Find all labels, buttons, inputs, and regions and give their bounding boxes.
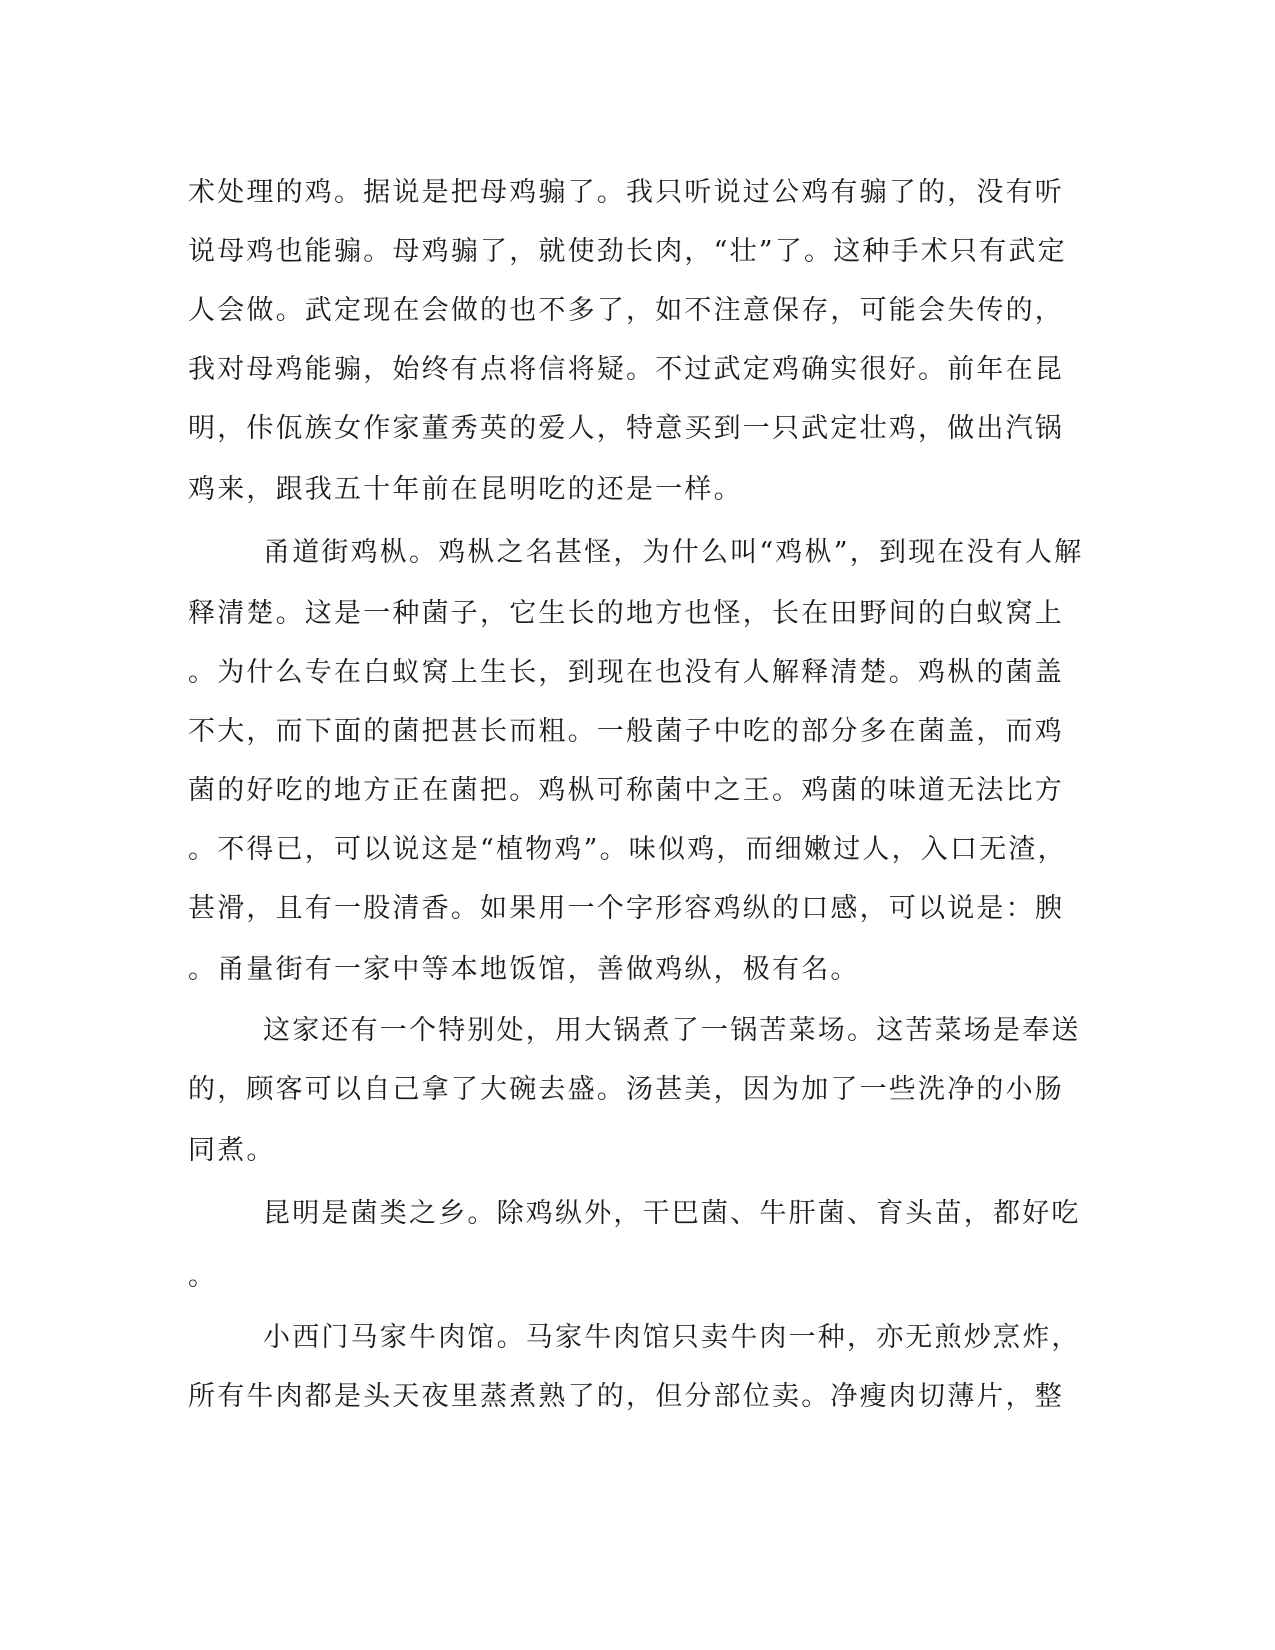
paragraph-start-line: 这家还有一个特别处，用大锅煮了一锅苦菜场。这苦菜场是奉送: [263, 1015, 1081, 1046]
text-line: 甚滑，且有一股清香。如果用一个字形容鸡纵的口感，可以说是：腴: [188, 893, 1064, 924]
text-line: 。: [188, 1261, 218, 1292]
paragraph-start-line: 昆明是菌类之乡。除鸡纵外，干巴菌、牛肝菌、育头苗，都好吃: [263, 1198, 1081, 1229]
paragraph-start-line: 甬道街鸡枞。鸡枞之名甚怪，为什么叫“鸡枞”，到现在没有人解: [263, 537, 1084, 568]
paragraph-start-line: 小西门马家牛肉馆。马家牛肉馆只卖牛肉一种，亦无煎炒烹炸，: [263, 1322, 1081, 1353]
text-line: 所有牛肉都是头天夜里蒸煮熟了的，但分部位卖。净瘦肉切薄片，整: [188, 1381, 1064, 1412]
text-line: 术处理的鸡。据说是把母鸡骟了。我只听说过公鸡有骟了的，没有听: [188, 177, 1064, 208]
text-line: 我对母鸡能骟，始终有点将信将疑。不过武定鸡确实很好。前年在昆: [188, 354, 1064, 385]
text-line: 释清楚。这是一种菌子，它生长的地方也怪，长在田野间的白蚁窝上: [188, 598, 1064, 629]
text-line: 。不得已，可以说这是“植物鸡”。味似鸡，而细嫩过人，入口无渣，: [188, 834, 1067, 865]
text-line: 不大，而下面的菌把甚长而粗。一般菌子中吃的部分多在菌盖，而鸡: [188, 716, 1064, 747]
text-line: 同煮。: [188, 1135, 276, 1166]
body-text: [188, 163, 1084, 1426]
text-line: 人会做。武定现在会做的也不多了，如不注意保存，可能会失传的，: [188, 295, 1064, 326]
text-line: 。甬量街有一家中等本地饭馆，善做鸡纵，极有名。: [188, 954, 860, 985]
text-line: 鸡来，跟我五十年前在昆明吃的还是一样。: [188, 474, 743, 505]
text-line: 菌的好吃的地方正在菌把。鸡枞可称菌中之王。鸡菌的味道无法比方: [188, 775, 1064, 806]
text-line: 明，佧佤族女作家董秀英的爱人，特意买到一只武定壮鸡，做出汽锅: [188, 413, 1064, 444]
text-line: 的，顾客可以自己拿了大碗去盛。汤甚美，因为加了一些洗净的小肠: [188, 1074, 1064, 1105]
text-line: 说母鸡也能骟。母鸡骟了，就使劲长肉，“壮”了。这种手术只有武定: [188, 236, 1067, 267]
text-line: 。为什么专在白蚁窝上生长，到现在也没有人解释清楚。鸡枞的菌盖: [188, 657, 1064, 688]
